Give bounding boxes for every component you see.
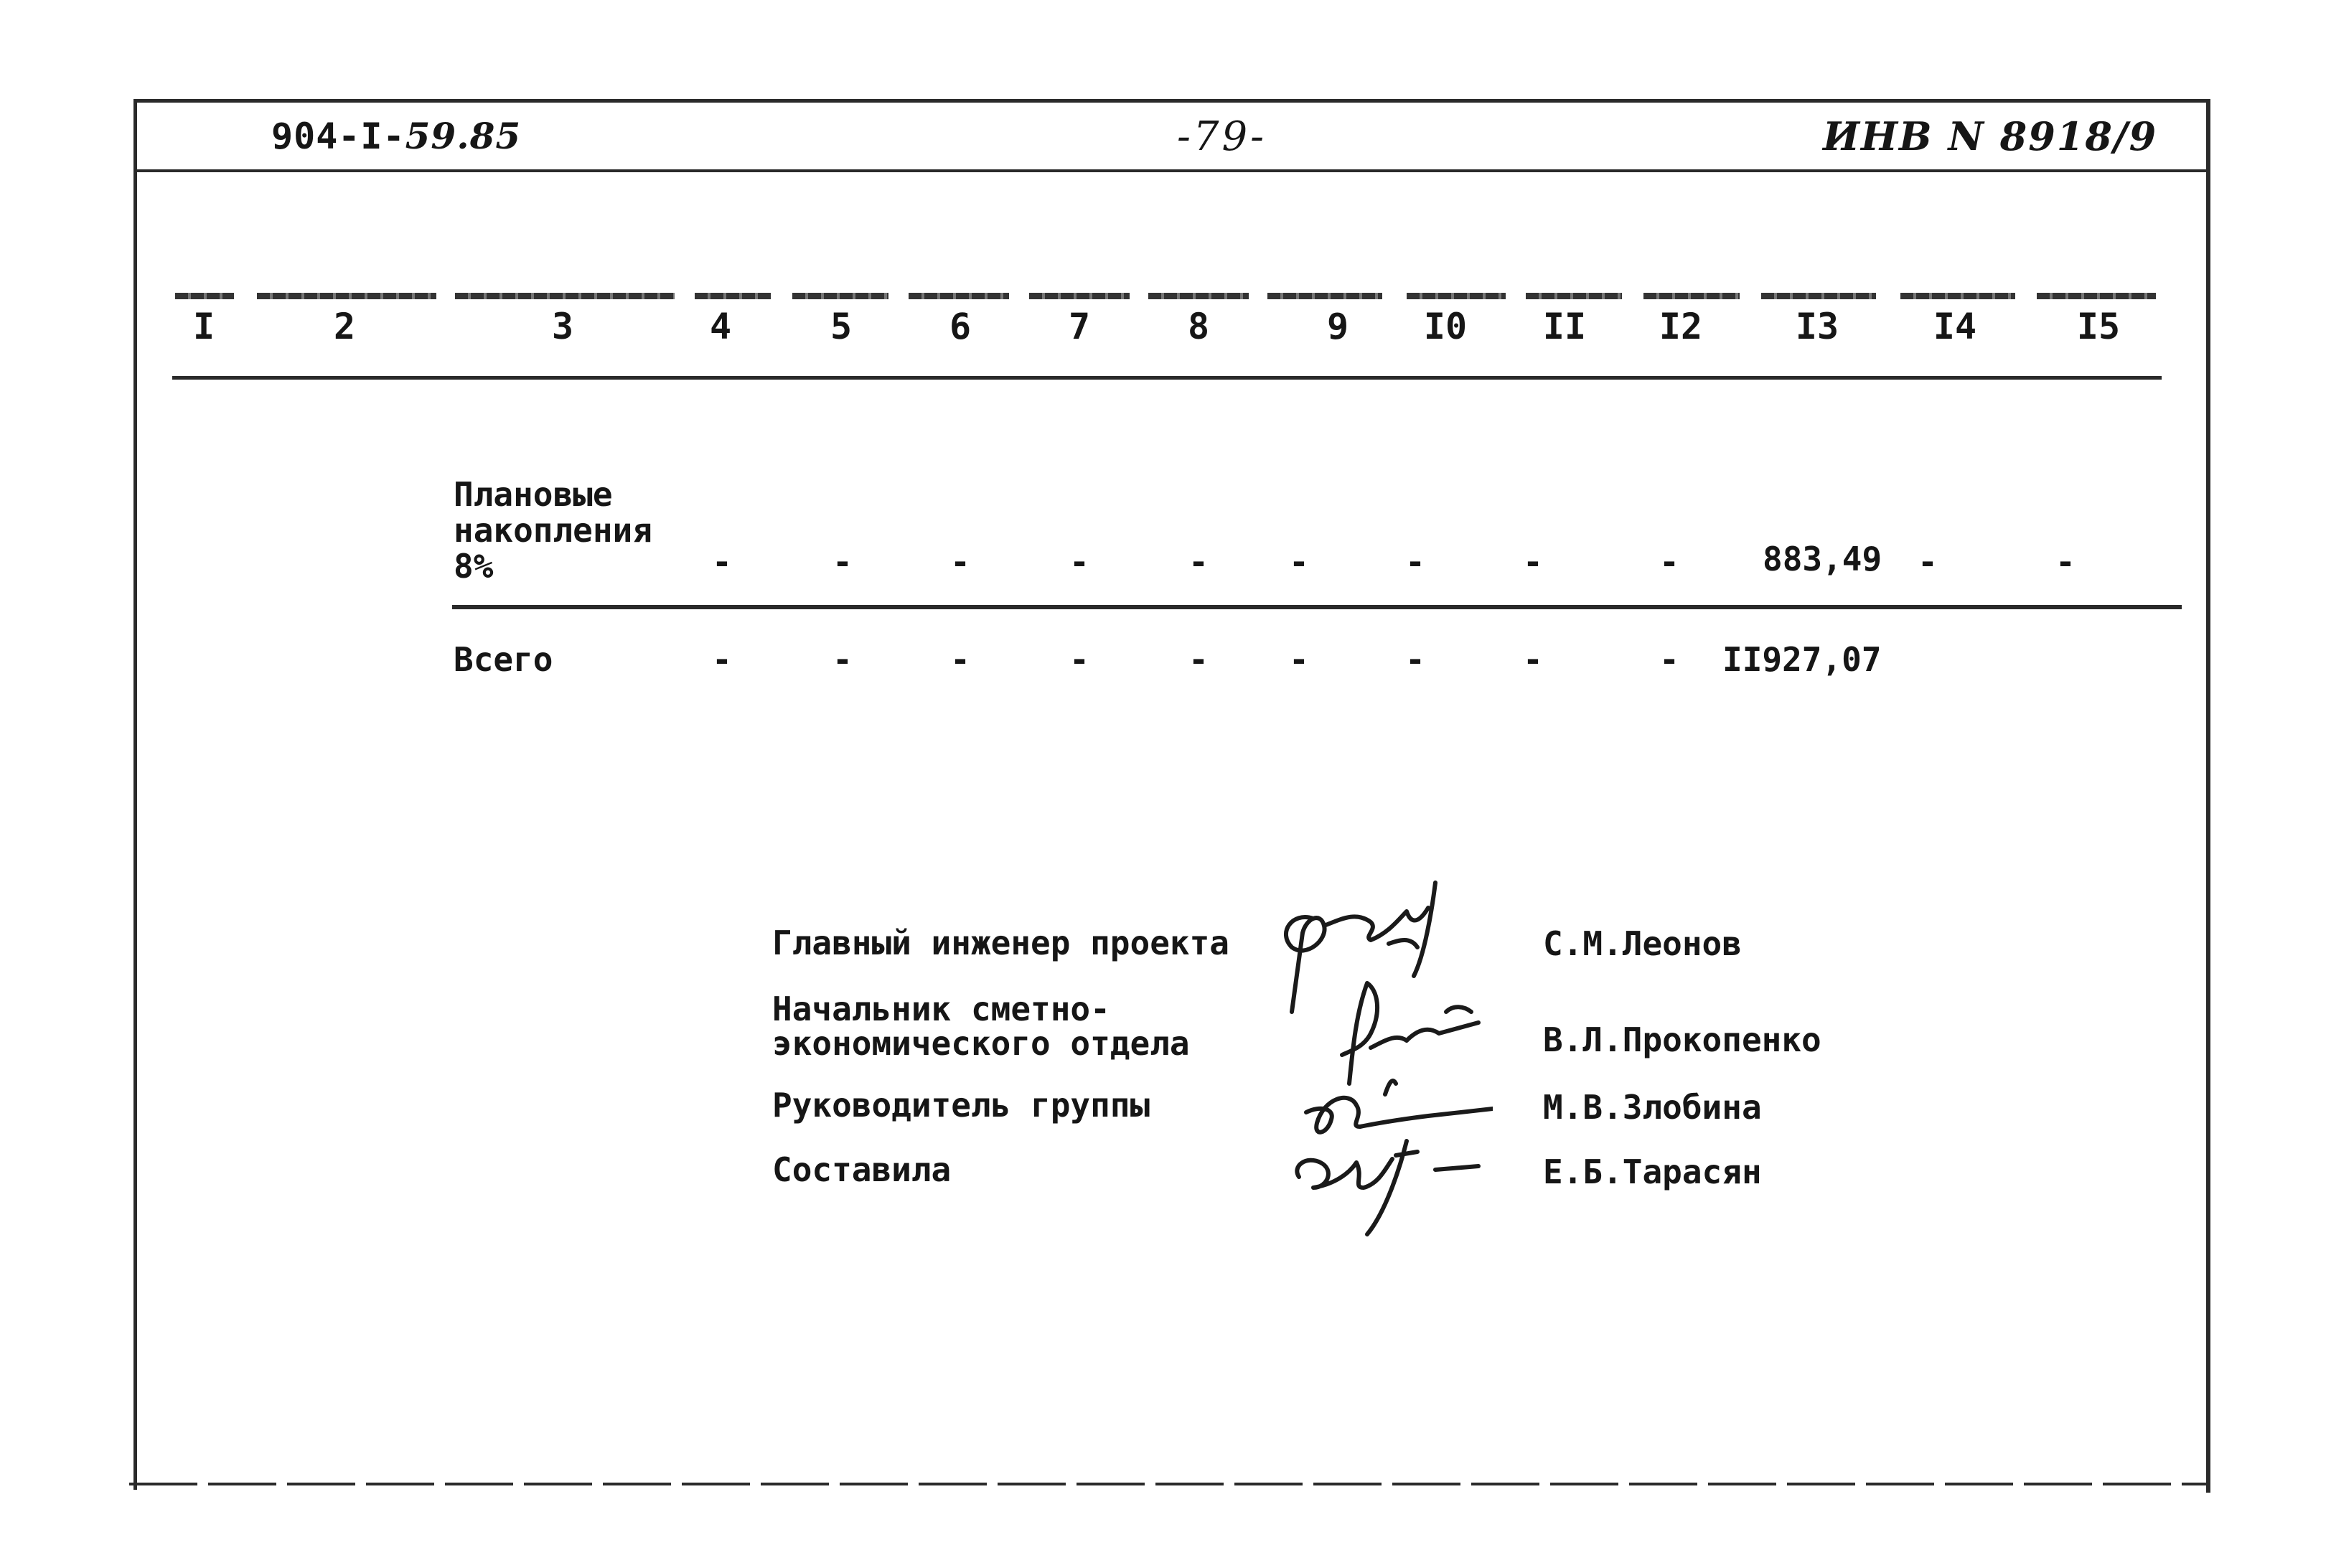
row-divider (452, 605, 2182, 609)
column-rule (909, 293, 1009, 299)
table-cell: - (1069, 640, 1089, 679)
signature-name: С.М.Леонов (1543, 924, 1742, 963)
frame-bottom-border (129, 1483, 2210, 1485)
column-number: II (1542, 306, 1587, 347)
column-rule (1526, 293, 1622, 299)
row-label-total (454, 642, 553, 677)
column-rule (1267, 293, 1382, 299)
column-rule (175, 293, 234, 299)
table-cell-total-value: II927,07 (1722, 640, 1882, 679)
signature-role-line: Начальник сметно- (772, 990, 1110, 1028)
document-code-handwritten: 59.85 (405, 115, 522, 157)
table-cell: - (1069, 543, 1089, 581)
signature-role (772, 926, 1229, 960)
column-rule (455, 293, 675, 299)
column-number: 2 (333, 306, 356, 347)
signature-role-line: Главный инженер проекта (772, 924, 1229, 962)
column-number: I4 (1933, 306, 1977, 347)
frame-right-border (2206, 100, 2210, 1493)
column-rule (695, 293, 771, 299)
table-cell: - (1659, 640, 1679, 679)
table-cell: - (832, 543, 853, 581)
column-rule (792, 293, 888, 299)
document-code-typed: 904-I- (271, 116, 405, 157)
column-number: I3 (1795, 306, 1839, 347)
signature-role (772, 1086, 1150, 1125)
signature-role (772, 1152, 951, 1187)
signature-stroke (1286, 883, 1435, 1012)
column-number: I0 (1423, 306, 1468, 347)
signature-name: М.В.Злобина (1543, 1088, 1762, 1127)
signature-stroke (1342, 983, 1478, 1084)
table-cell: - (1289, 640, 1309, 679)
table-cell: - (1405, 543, 1425, 581)
frame-top-border (136, 99, 2210, 103)
column-rule (257, 293, 436, 299)
column-number: I (192, 306, 215, 347)
table-cell-value: 883,49 (1763, 540, 1882, 578)
frame-left-border (133, 99, 137, 1490)
signature-name: Е.Б.Тарасян (1543, 1152, 1762, 1191)
table-cell: - (1523, 543, 1543, 581)
table-cell: - (1918, 543, 1938, 581)
column-rule (1407, 293, 1506, 299)
page-number: -79- (1177, 113, 1267, 160)
document-code (271, 115, 521, 157)
column-number: I2 (1659, 306, 1703, 347)
column-number: 8 (1187, 306, 1210, 347)
table-cell: - (712, 640, 732, 679)
row-label-line: накопления (454, 511, 652, 550)
signature-stroke (1297, 1141, 1478, 1234)
column-rule (1029, 293, 1130, 299)
column-number: 7 (1068, 306, 1091, 347)
column-number: 6 (949, 306, 972, 347)
signature-role-line: экономического отдела (772, 1024, 1190, 1063)
table-cell: - (1523, 640, 1543, 679)
table-cell: - (950, 640, 970, 679)
row-label-line: Всего (454, 640, 553, 679)
table-cell: - (1405, 640, 1425, 679)
header-divider (136, 169, 2209, 172)
column-number: 3 (551, 306, 574, 347)
inventory-number: ИНВ N 8918/9 (1823, 113, 2158, 159)
table-cell: - (1659, 543, 1679, 581)
table-cell: - (832, 640, 853, 679)
table-cell: - (1188, 640, 1209, 679)
row-label-line: 8% (454, 547, 494, 586)
column-rule (2037, 293, 2156, 299)
table-cell: - (950, 543, 970, 581)
column-number: I5 (2076, 306, 2121, 347)
table-cell: - (2055, 543, 2076, 581)
signature-role-line: Составила (772, 1150, 952, 1189)
row-label-planned-savings (454, 476, 652, 584)
signature-name: В.Л.Прокопенко (1543, 1020, 1821, 1059)
handwritten-signature-group (1263, 868, 1493, 1241)
column-rule (1643, 293, 1740, 299)
signature-stroke (1306, 1081, 1493, 1132)
column-header-divider (172, 376, 2162, 380)
column-number: 9 (1326, 306, 1349, 347)
signature-role-line: Руководитель группы (772, 1086, 1150, 1125)
row-label-line: Плановые (454, 475, 613, 514)
column-number: 4 (709, 306, 732, 347)
column-rule (1148, 293, 1249, 299)
column-number: 5 (830, 306, 853, 347)
column-rule (1761, 293, 1876, 299)
column-rule (1900, 293, 2015, 299)
signature-role (772, 992, 1190, 1061)
table-cell: - (1289, 543, 1309, 581)
table-cell: - (712, 543, 732, 581)
table-cell: - (1188, 543, 1209, 581)
